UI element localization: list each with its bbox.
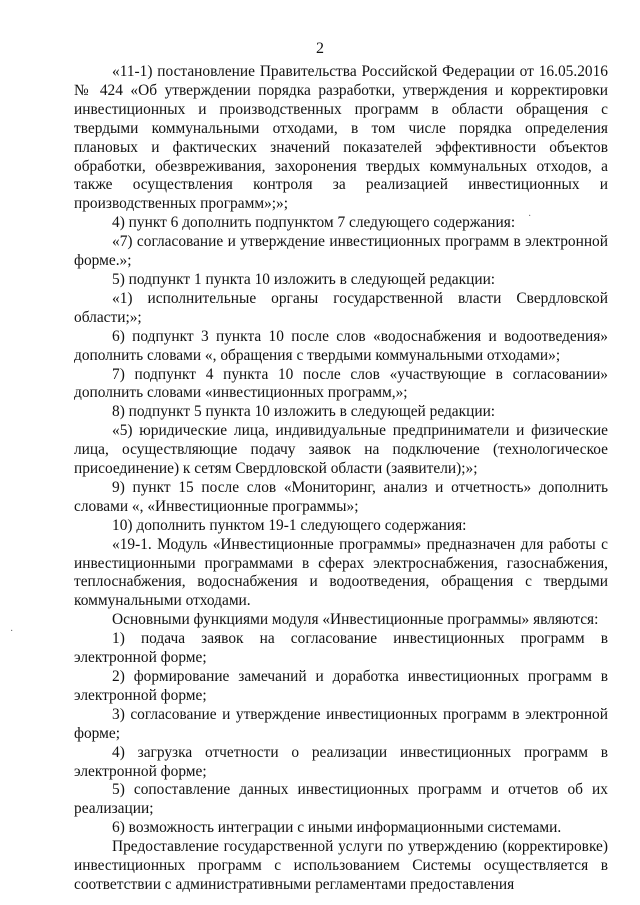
paragraph-quote-1: «1) исполнительные органы государственной власти Свердловской области;»;	[74, 289, 608, 326]
paragraph-item-5: 5) подпункт 1 пункта 10 изложить в следующей редакции:	[112, 270, 496, 288]
paragraph-item-6: 6) подпункт 3 пункта 10 после слов «водоснабжения и водоотведения» дополнить словами «, обращения с твердыми коммунальными отходами»;	[74, 327, 608, 364]
paragraph-item-9: 9) пункт 15 после слов «Мониторинг, анализ и отчетность» дополнить словами «, «Инвестиционные программы»;	[74, 478, 608, 515]
paragraph-function-2: 2) формирование замечаний и доработка инвестиционных программ в электронной форме;	[74, 668, 608, 704]
paragraph-service-provision: Предоставление государственной услуги по утверждению (корректировке) инвестиционных программ с использованием Системы осуществляется в соответствии с административными регламентами предоставления	[74, 838, 608, 893]
paragraph-function-3: 3) согласование и утверждение инвестиционных программ в электронной форме;	[74, 705, 608, 742]
paragraph-11-1: «11-1) постановление Правительства Российской Федерации от 16.05.2016 № 424 «Об утверждении порядка разработки, утверждения и корректировки инвестиционных и производственных программ в области обращения с твердыми коммунальными отходами, в том числе порядка определения плановых и фактических значений показателей эффективности объектов обработки, обезвреживания, захоронения твердых коммунальных отходов, а также осуществления контроля за реализацией инвестиционных и производственных программ»;»;	[74, 63, 608, 213]
paragraph-item-8: 8) подпункт 5 пункта 10 изложить в следующей редакции:	[112, 403, 496, 421]
paragraph-item-10: 10) дополнить пунктом 19-1 следующего содержания:	[112, 516, 467, 534]
paragraph-quote-5: «5) юридические лица, индивидуальные предприниматели и физические лица, осуществляющие подачу заявок на подключение (технологическое присоединение) к сетям Свердловской области (заявители);»;	[74, 422, 608, 478]
paragraph-item-7: 7) подпункт 4 пункта 10 после слов «участвующие в согласовании» дополнить словами «инвестиционных программ,»;	[74, 365, 608, 402]
scan-speck-mark: ·	[10, 626, 14, 637]
paragraph-function-5: 5) сопоставление данных инвестиционных программ и отчетов об их реализации;	[74, 781, 608, 818]
document-body	[74, 63, 608, 895]
paragraph-item-4: 4) пункт 6 дополнить подпунктом 7 следующего содержания:	[112, 214, 516, 232]
scan-speck-mark: ·	[528, 211, 532, 222]
paragraph-functions-intro: Основными функциями модуля «Инвестиционные программы» являются:	[112, 611, 599, 629]
paragraph-19-1: «19-1. Модуль «Инвестиционные программы» предназначен для работы с инвестиционными программами в сферах электроснабжения, газоснабжения, теплоснабжения, водоснабжения и водоотведения, обращения с твердыми коммунальными отходами.	[74, 535, 608, 610]
paragraph-function-6: 6) возможность интеграции с иными информационными системами.	[112, 819, 562, 837]
page-number: 2	[316, 40, 324, 57]
paragraph-quote-7: «7) согласование и утверждение инвестиционных программ в электронной форме.»;	[74, 233, 608, 270]
paragraph-function-4: 4) загрузка отчетности о реализации инвестиционных программ в электронной форме;	[74, 743, 608, 780]
paragraph-function-1: 1) подача заявок на согласование инвестиционных программ в электронной форме;	[74, 630, 608, 667]
